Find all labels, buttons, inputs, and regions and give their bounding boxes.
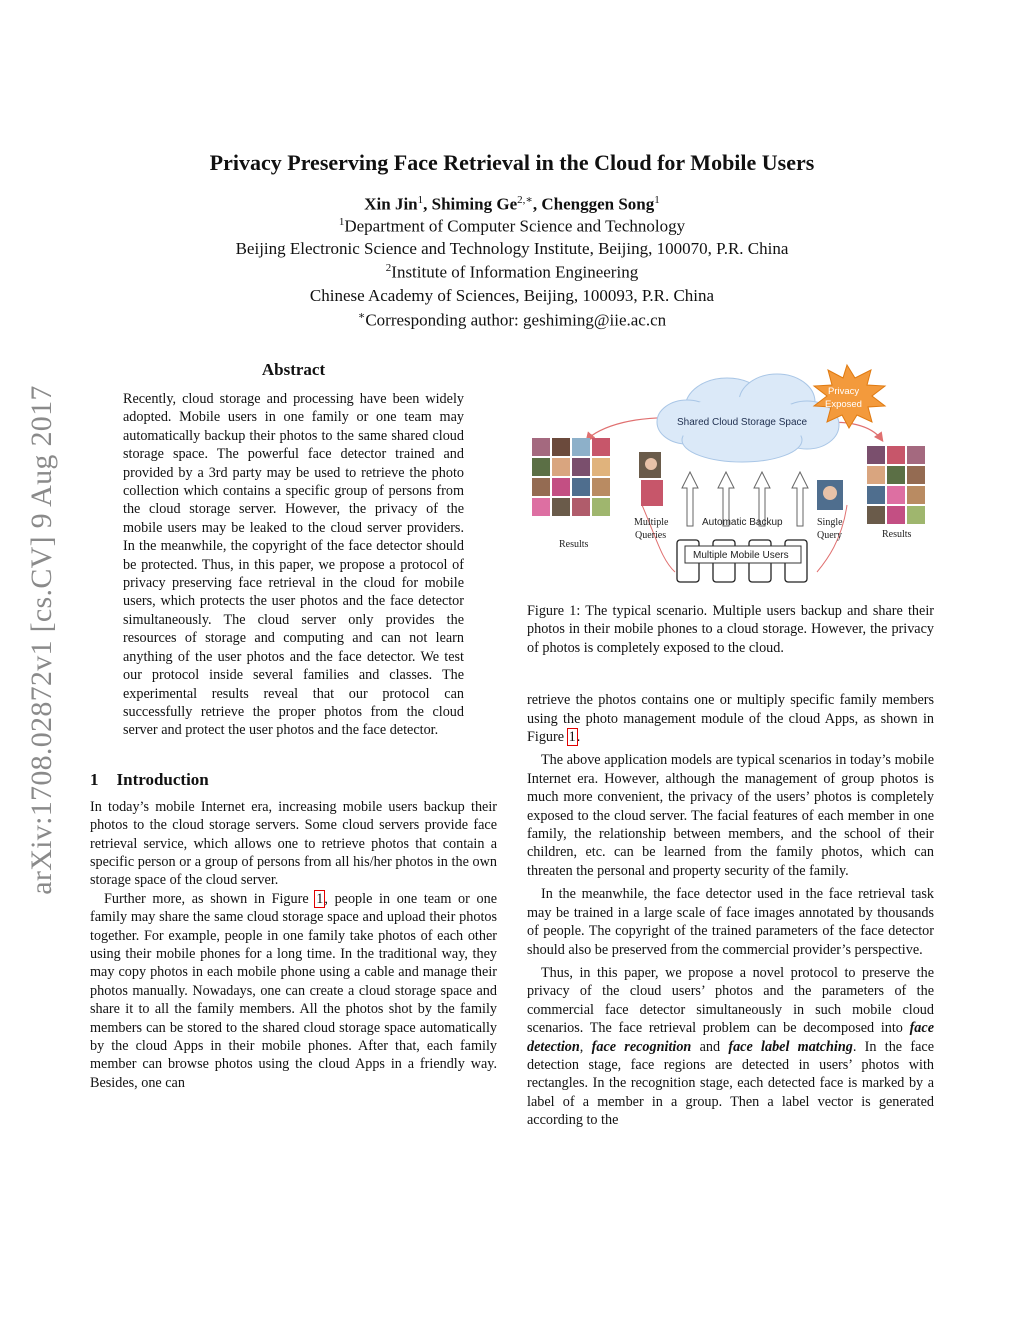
figure-reference-link[interactable]: 1 [568, 729, 576, 746]
author-list: Xin Jin$^1$, Shiming $Ge^{2,∗}$, Chenggen Song$^1$ [364, 194, 660, 214]
affiliation-2-academy: Chinese Academy of Sciences, Beijing, 100093, P.R. China [309, 286, 715, 305]
term-face-recognition: face recognition [591, 1038, 692, 1055]
left-column [90, 360, 497, 1092]
author-name: Chenggen Song [541, 194, 655, 214]
text-run: , people in one team or one family may share the same cloud storage space and upload their photos together. For example, people in one family take photos of each other using their mobile phones for a long time. In the traditional way, they may copy photos in each mobile phone using a cable and manage their photos manually. Nowadays, one can create a cloud storage space and share it to all the family members. All the photos shot by the family members can be stored to the shared cloud storage space automatically by the cloud Apps in their mobile phones. After that, each family member can browse photos using the cloud Apps in a friendly way. Besides, one can [90, 890, 497, 1091]
privacy-label-line2: Exposed [825, 399, 862, 410]
text-run: . [576, 729, 581, 746]
abstract-heading: Abstract [261, 360, 326, 379]
results-right-label: Results [882, 529, 912, 540]
figure-reference-link[interactable]: 1 [316, 890, 324, 907]
section-heading-introduction [90, 770, 497, 790]
single-query-label-line1: Single [817, 517, 843, 528]
affiliation-1-institute: Beijing Electronic Science and Technology Institute, Beijing, 100070, P.R. China [235, 239, 789, 258]
right-paragraph-2: The above application models are typical scenarios in today’s mobile Internet era. However, although the management of group photos is much more convenient, the privacy of the users’ photos is completely exposed to the cloud server. The facial features of each member in one family, the relationship between members, and the school of their children, etc. can be learned from the family photos, which can threaten the personal and property security of the family. [527, 752, 934, 879]
affiliation-mark: 2 [385, 262, 392, 274]
intro-paragraph-2 [90, 890, 497, 1092]
single-query-label-line2: Query [817, 530, 842, 541]
multiple-queries-label-line2: Queries [635, 530, 667, 541]
arxiv-identifier: arXiv:1708.02872v1 [cs.CV] 9 Aug 2017 [25, 385, 58, 895]
corresponding-text: Corresponding author: geshiming@iie.ac.cn [365, 310, 667, 330]
affiliation-text: Department of Computer Science and Technology [344, 216, 686, 236]
author-name: Xin Jin [364, 194, 418, 214]
figure-1-diagram [527, 360, 934, 590]
author-name: Shiming Ge [431, 194, 518, 214]
affiliation-1-department [0, 216, 1024, 237]
paper-title: Privacy Preserving Face Retrieval in the Cloud for Mobile Users [209, 150, 815, 175]
multiple-queries-label-line1: Multiple [634, 517, 669, 528]
cloud-label: Shared Cloud Storage Space [677, 417, 808, 428]
privacy-label-line1: Privacy [828, 386, 860, 397]
mobile-users-label: Multiple Mobile Users [693, 550, 789, 561]
affiliation-text: Institute of Information Engineering [391, 262, 639, 282]
term-face-label-matching: face label matching [728, 1038, 853, 1055]
text-run: Further more, as shown in Figure [104, 890, 316, 907]
figure-1-caption: Figure 1: The typical scenario. Multiple users backup and share their photos in their mobile phones to a cloud storage. However, the privacy of photos is completely exposed to the cloud. [527, 603, 934, 656]
text-run: , [579, 1038, 592, 1055]
section-number: 1 [90, 769, 99, 789]
results-left-label: Results [559, 539, 589, 550]
single-query-photo [817, 480, 843, 510]
right-column [527, 360, 934, 1130]
author-mark: 2,∗ [517, 194, 533, 206]
right-paragraph-3: In the meanwhile, the face detector used in the face retrieval task may be trained in a large scale of face images annotated by thousands of people. The copyright of the trained parameters of the face detector should also be preserved from the commercial provider’s perspective. [527, 886, 934, 958]
figure-1 [527, 360, 934, 590]
section-title: Introduction [116, 769, 209, 789]
text-run: retrieve the photos contains one or multiply specific family members using the photo management module of the cloud Apps, as shown in Figure [527, 692, 934, 746]
affiliation-2-institute [0, 262, 1024, 283]
text-run: Thus, in this paper, we propose a novel protocol to preserve the privacy of the cloud users’ photos and the parameters of the commercial face detector simultaneously in such mobile cloud scenarios. The face retrieval problem can be decomposed into [527, 964, 934, 1037]
affiliation-mark: 1 [338, 216, 345, 228]
corresponding-mark: ∗ [357, 310, 366, 322]
right-paragraph-1 [527, 691, 934, 746]
right-photo-grid [867, 446, 925, 524]
text-run: and [691, 1038, 729, 1055]
author-mark: 1 [654, 194, 660, 206]
term-face-detection: face detection [527, 1020, 934, 1055]
corresponding-author [0, 309, 1024, 331]
multiple-queries-photos [639, 452, 663, 506]
intro-paragraph-1: In today’s mobile Internet era, increasing mobile users backup their photos to the cloud storage servers. Some cloud servers provide face retrieval service, which allows one to retrieve photos that contain a specific person or a group of persons from all his/her photos in the own storage space of the cloud server. [90, 798, 497, 889]
author-mark: 1 [417, 194, 424, 206]
abstract-text: Recently, cloud storage and processing have been widely adopted. Mobile users in one family or one team may automatically backup their photos to the same shared cloud storage space. The powerful face detector trained and provided by a 3rd party may be used to retrieve the photo collection which contains a specific group of persons from the cloud storage server. However, the privacy of the mobile users may be leaked to the cloud server providers. In the meanwhile, the copyright of the face detector should be protected. Thus, in this paper, we propose a protocol of privacy preserving face retrieval in the cloud for mobile users, which protects the user photos and the face detector simultaneously. The cloud server only provides the resources of storage and computing and can not learn anything of the user photos and the face detector. We test our protocol inside several families and classes. The experimental results reveal that our protocol can successfully retrieve the proper photos from the cloud server and protect the user photos and the face detector. [123, 391, 464, 739]
automatic-backup-label: Automatic Backup [702, 517, 783, 528]
right-paragraph-4 [527, 964, 934, 1130]
text-run: . In the face detection stage, face regions are detected in users’ photos with rectangles. In the recognition stage, each detected face is marked by a label of a member in a group. Then a label vector is generated according to the [527, 1038, 934, 1129]
left-photo-grid [532, 438, 610, 516]
